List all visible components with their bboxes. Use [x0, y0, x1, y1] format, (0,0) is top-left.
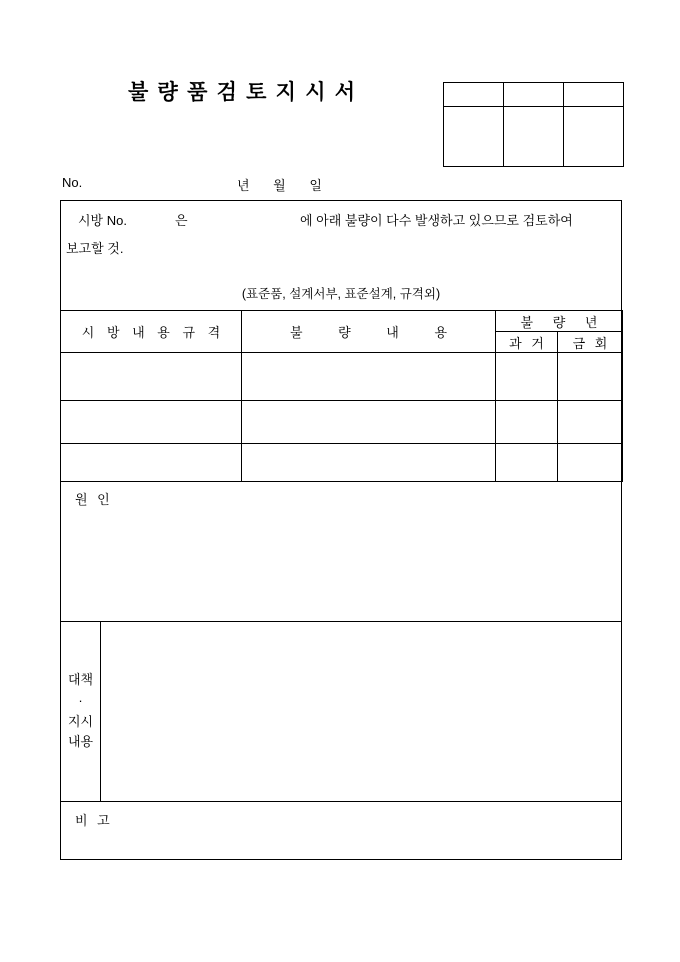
table-row	[61, 401, 623, 444]
document-no-label: No.	[62, 175, 83, 190]
spec-cell	[61, 444, 242, 482]
table-row	[61, 353, 623, 401]
topic-particle-label: 은	[175, 213, 188, 228]
current-cell	[558, 401, 623, 444]
defect-year-column-header: 불 량 년	[496, 311, 623, 332]
intro-instruction-text: 에 아래 불량이 다수 발생하고 있으므로 검토하여	[300, 213, 573, 228]
table-row	[61, 444, 623, 482]
date-labels: 년 월 일	[237, 178, 322, 193]
page-title: 불 량 품 검 토 지 시 서	[128, 80, 358, 104]
past-cell	[496, 444, 558, 482]
past-cell	[496, 401, 558, 444]
stamp-cell	[504, 107, 564, 167]
current-column-header: 금 회	[558, 332, 623, 353]
cause-label: 원 인	[75, 492, 110, 507]
countermeasure-label-column	[61, 622, 101, 801]
countermeasure-label-line: 대책	[67, 671, 94, 687]
countermeasure-content-area	[101, 622, 621, 801]
remarks-label: 비 고	[75, 813, 110, 828]
stamp-cell	[444, 107, 504, 167]
spec-cell	[61, 353, 242, 401]
approval-stamp-table	[443, 82, 624, 167]
stamp-header-cell	[444, 83, 504, 107]
spec-no-label: 시방 No.	[78, 213, 127, 228]
stamp-header-cell	[504, 83, 564, 107]
defect-content-column-header: 불 량 내 용	[242, 311, 496, 353]
defect-content-cell	[242, 444, 496, 482]
cause-section	[61, 481, 621, 621]
past-column-header: 과 거	[496, 332, 558, 353]
intro-instruction-text-line2: 보고할 것.	[66, 241, 124, 256]
spec-column-header: 시 방 내 용 규 격	[61, 311, 242, 353]
current-cell	[558, 353, 623, 401]
defect-table	[60, 310, 623, 482]
form-body	[60, 200, 622, 860]
remarks-section	[61, 801, 621, 861]
spec-cell	[61, 401, 242, 444]
current-cell	[558, 444, 623, 482]
category-note: (표준품, 설계서부, 표준설계, 규격외)	[241, 287, 441, 301]
past-cell	[496, 353, 558, 401]
stamp-cell	[564, 107, 624, 167]
defect-content-cell	[242, 353, 496, 401]
countermeasure-section	[61, 621, 621, 801]
countermeasure-label-dot: ·	[78, 692, 83, 708]
defect-content-cell	[242, 401, 496, 444]
stamp-header-cell	[564, 83, 624, 107]
countermeasure-label-line: 내용	[67, 734, 94, 750]
countermeasure-label-line: 지시	[67, 713, 94, 729]
